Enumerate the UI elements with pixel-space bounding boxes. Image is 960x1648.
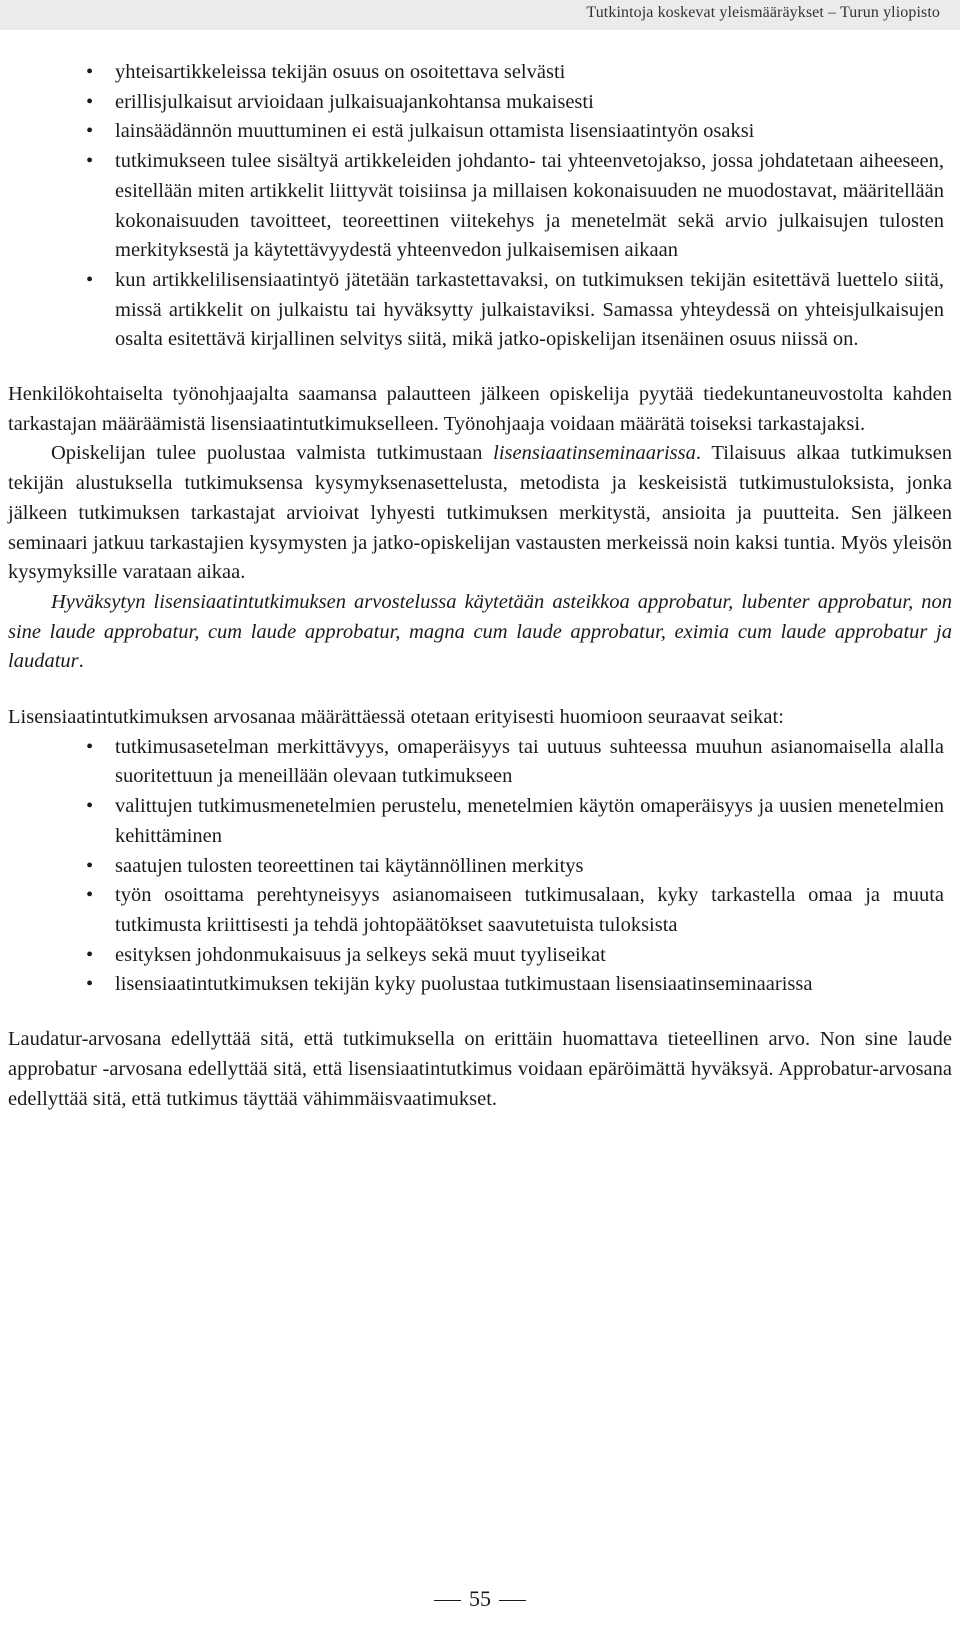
grading-scale-text: Hyväksytyn lisensiaatintutkimuksen arvostelussa käytetään asteikkoa approbatur, lubenter approbatur, non sine laude approbatur, cum laude approbatur, magna cum laude approbatur, eximia cum laude approbatur ja laudatur (8, 590, 952, 673)
paragraph-grade-definitions: Laudatur-arvosana edellyttää sitä, että tutkimuksella on erittäin huomattava tieteellinen arvo. Non sine laude approbatur -arvosana edellyttää sitä, että lisensiaatintutkimus voidaan epäröimättä hyväksyä. Approbatur-arvosana edellyttää sitä, että tutkimus täyttää vähimmäisvaatimukset. (8, 1028, 952, 1110)
page-number (0, 1586, 960, 1612)
bullet-icon: • (86, 735, 94, 758)
list-item: • tutkimukseen tulee sisältyä artikkeleiden johdanto- tai yhteenvetojakso, jossa johdatetaan aiheeseen, esitellään miten artikkelit liittyvät toisiinsa ja millaisen kokonaisuuden ne muodostavat, määritellään kokonaisuuden tavoitteet, teoreettinen viitekehys ja menetelmät sekä arvio julkaisujen tulosten merkityksestä ja käytettävyydestä yhteenvedon julkaisemisen aikaan (115, 147, 944, 266)
bullet-icon: • (86, 854, 94, 877)
document-body (8, 58, 952, 1114)
bullet-icon: • (86, 90, 94, 113)
bullet-icon: • (86, 795, 94, 818)
criteria-list (8, 733, 944, 1000)
page-number-text: 55 (469, 1586, 491, 1611)
paragraph-criteria-intro: Lisensiaatintutkimuksen arvosanaa määrättäessä otetaan erityisesti huomioon seuraavat seikat: (8, 706, 784, 729)
bullet-icon: • (86, 973, 94, 996)
bullet-icon: • (86, 943, 94, 966)
list-item: • kun artikkelilisensiaatintyö jätetään tarkastettavaksi, on tutkimuksen tekijän esitettävä luettelo siitä, missä artikkelit on julkaistu tai hyväksytty julkaistaviksi. Samassa yhteydessä on yhteisjulkaisujen osalta esitettävä kirjallinen selvitys siitä, mikä jatko-opiskelijan itsenäinen osuus niissä on. (115, 266, 944, 355)
list-item: • lainsäädännön muuttuminen ei estä julkaisun ottamista lisensiaatintyön osaksi (115, 117, 944, 147)
list-item: • esityksen johdonmukaisuus ja selkeys sekä muut tyyliseikat (115, 941, 944, 971)
list-item: • erillisjulkaisut arvioidaan julkaisuajankohtansa mukaisesti (115, 88, 944, 118)
list-item: • työn osoittama perehtyneisyys asianomaiseen tutkimusalaan, kyky tarkastella omaa ja muuta tutkimusta kriittisesti ja tehdä johtopäätökset saavutetuista tuloksista (115, 881, 944, 940)
bullet-icon: • (86, 61, 94, 83)
seminar-term: lisensiaatinseminaarissa (493, 442, 696, 465)
list-item: • tutkimusasetelman merkittävyys, omaperäisyys tai uutuus suhteessa muuhun asianomaisella alalla suoritettuun ja meneillään olevaan tutkimukseen (115, 733, 944, 792)
list-item: • saatujen tulosten teoreettinen tai käytännöllinen merkitys (115, 852, 944, 882)
paragraph-grading-scale: Hyväksytyn lisensiaatintutkimuksen arvostelussa käytetään asteikkoa approbatur, lubenter approbatur, non sine laude approbatur, cum laude approbatur, magna cum laude approbatur, eximia cum laude approbatur ja laudatur. (8, 590, 952, 673)
requirements-list (8, 58, 944, 355)
paragraph-examiners: Henkilökohtaiselta työnohjaajalta saamansa palautteen jälkeen opiskelija pyytää tiedekuntaneuvostolta kahden tarkastajan määräämistä lisensiaatintutkimukselleen. Työnohjaaja voidaan määrätä toiseksi tarkastajaksi. (8, 383, 952, 435)
bullet-icon: • (86, 268, 94, 291)
bullet-icon: • (86, 884, 94, 907)
list-item: • valittujen tutkimusmenetelmien perustelu, menetelmien käytön omaperäisyys ja uusien menetelmien kehittäminen (115, 792, 944, 851)
list-item: • yhteisartikkeleissa tekijän osuus on osoitettava selvästi (115, 58, 944, 88)
dash-right (499, 1600, 526, 1601)
list-item: • lisensiaatintutkimuksen tekijän kyky puolustaa tutkimustaan lisensiaatinseminaarissa (115, 970, 944, 1000)
bullet-icon: • (86, 150, 94, 173)
dash-left (434, 1600, 461, 1601)
running-header (0, 0, 960, 30)
running-header-title: Tutkintoja koskevat yleismääräykset – Turun yliopisto (586, 4, 940, 21)
paragraph-seminar: Opiskelijan tulee puolustaa valmista tutkimustaan lisensiaatinseminaarissa. Tilaisuus alkaa tutkimuksen tekijän alustuksella tutkimuksensa kysymyksenasettelusta, metodista ja keskeisistä tutkimustuloksista, jonka jälkeen tutkimuksen tarkastajat arvioivat lyhyesti tutkimuksen merkitystä, ansioita ja puutteita. Sen jälkeen seminaari jatkuu tarkastajien kysymysten ja jatko-opiskelijan vastausten merkeissä noin kaksi tuntia. Myös yleisön kysymyksille varataan aikaa. (8, 442, 952, 584)
bullet-icon: • (86, 120, 94, 143)
